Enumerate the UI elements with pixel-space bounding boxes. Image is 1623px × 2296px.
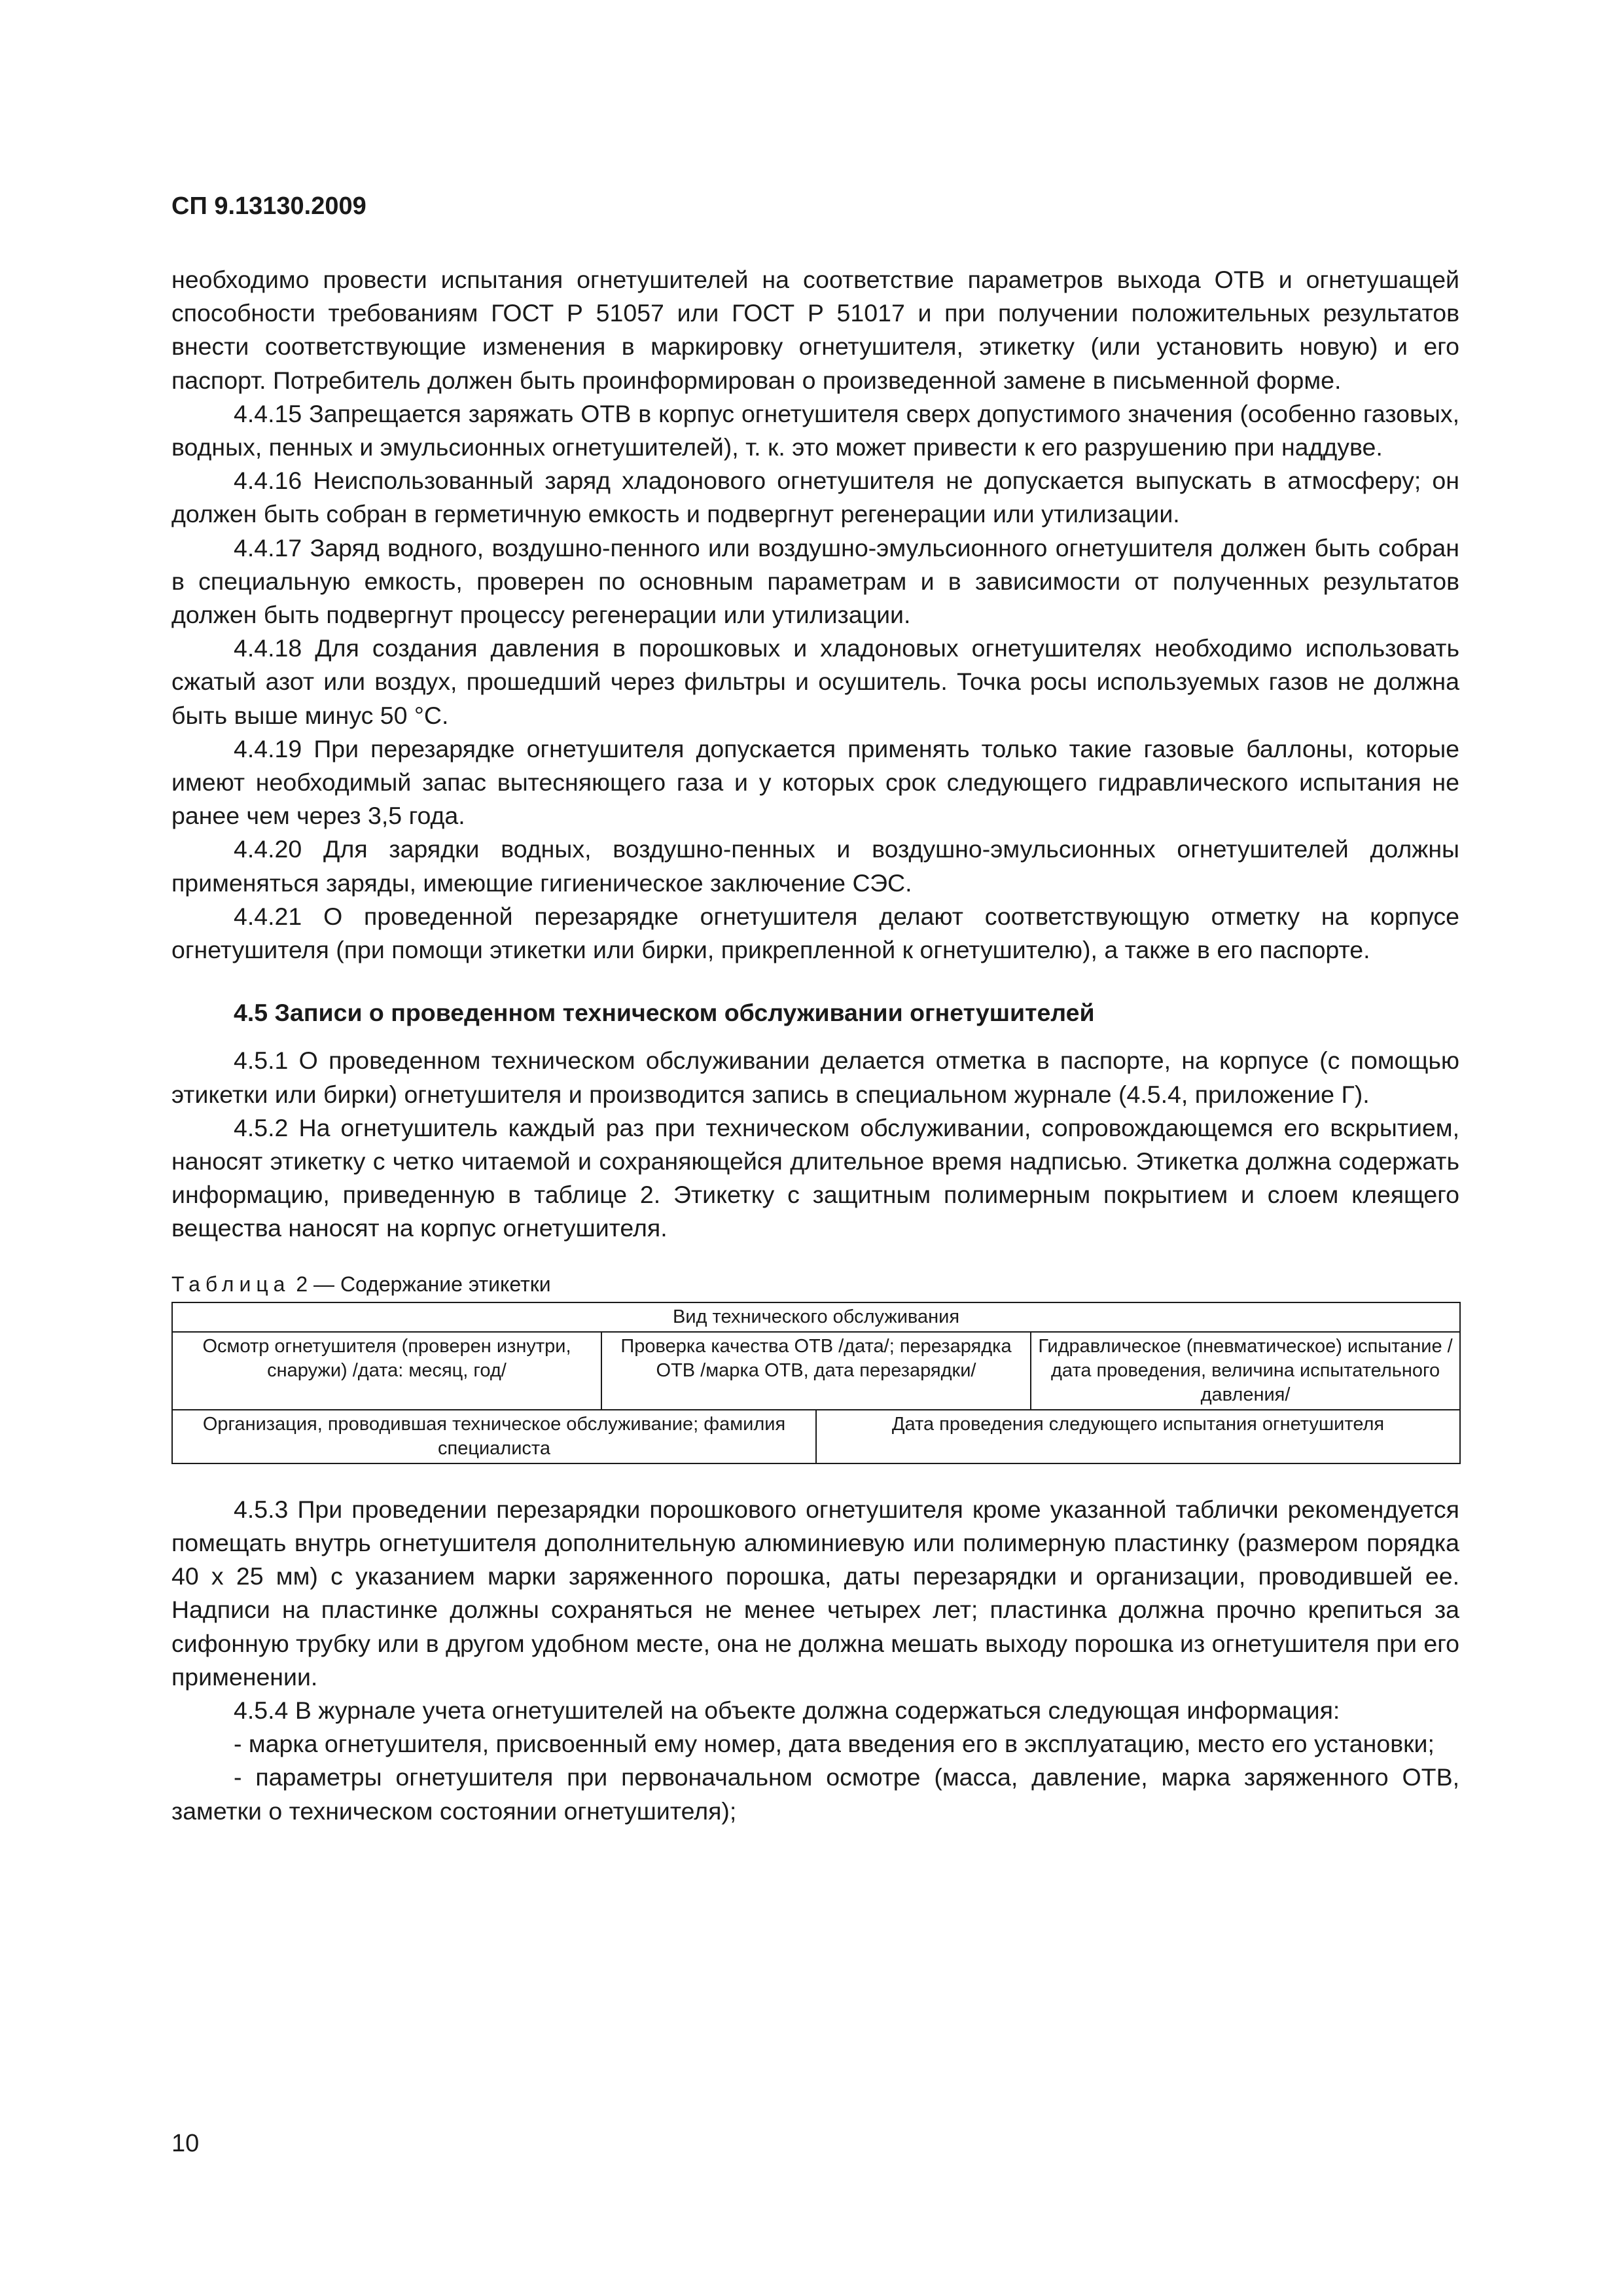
table-cell-hydraulic-test: Гидравлическое (пневматическое) испытание /дата проведения, величина испытательного давления/: [1031, 1332, 1460, 1410]
paragraph-4-4-18: 4.4.18 Для создания давления в порошковых и хладоновых огнетушителях необходимо использовать сжатый азот или воздух, прошедший через фильтры и осушитель. Точка росы используемых газов не должна быть выше минус 50 °С.: [171, 634, 1459, 729]
paragraph-4-5-3: 4.5.3 При проведении перезарядки порошкового огнетушителя кроме указанной таблички рекомендуется помещать внутрь огнетушителя дополнительную алюминиевую или полимерную пластинку (размером порядка 40 х 25 мм) с указанием марки заряженного порошка, даты перезарядки и организации, проводившей ее. Надписи на пластинке должны сохраняться не менее четырех лет; пластинка должна прочно крепиться за сифонную трубку или в другом удобном месте, она не должна мешать выходу порошка из огнетушителя при его применении.: [171, 1495, 1459, 1691]
table-cell-organization: Организация, проводившая техническое обслуживание; фамилия специалиста: [172, 1410, 816, 1463]
table-caption-title: 2 — Содержание этикетки: [290, 1272, 551, 1296]
list-item-2: - параметры огнетушителя при первоначальном осмотре (масса, давление, марка заряженного ОТВ, заметки о техническом состоянии огнетушителя);: [171, 1763, 1459, 1825]
body-text-top: [171, 263, 1459, 1828]
page-number: 10: [171, 2130, 200, 2157]
paragraph-4-4-21: 4.4.21 О проведенной перезарядке огнетушителя делают соответствующую отметку на корпусе огнетушителя (при помощи этикетки или бирки, прикрепленной к огнетушителю), а также в его паспорте.: [171, 902, 1459, 964]
table-caption: [171, 1270, 1459, 1298]
label-contents-table: [171, 1302, 1461, 1464]
table-cell-quality-check: Проверка качества ОТВ /дата/; перезарядка ОТВ /марка ОТВ, дата перезарядки/: [601, 1332, 1031, 1410]
section-heading-4-5: 4.5 Записи о проведенном техническом обслуживании огнетушителей: [234, 999, 1095, 1027]
paragraph-4-4-19: 4.4.19 При перезарядке огнетушителя допускается применять только такие газовые баллоны, которые имеют необходимый запас вытесняющего газа и у которых срок следующего гидравлического испытания не ранее чем через 3,5 года.: [171, 734, 1459, 830]
table-caption-word: Таблица: [171, 1272, 291, 1296]
table-header-cell: Вид технического обслуживания: [172, 1302, 1460, 1332]
paragraph-continuation: необходимо провести испытания огнетушителей на соответствие параметров выхода ОТВ и огнетушащей способности требованиям ГОСТ Р 51057 или ГОСТ Р 51017 и при получении положительных результатов внести соответствующие изменения в маркировку огнетушителя, этикетку (или установить новую) и его паспорт. Потребитель должен быть проинформирован о произведенной замене в письменной форме.: [171, 266, 1459, 394]
table-cell-next-test-date: Дата проведения следующего испытания огнетушителя: [816, 1410, 1460, 1463]
table-cell-inspection: Осмотр огнетушителя (проверен изнутри, снаружи) /дата: месяц, год/: [172, 1332, 601, 1410]
paragraph-4-5-2: 4.5.2 На огнетушитель каждый раз при техническом обслуживании, сопровождающемся его вскрытием, наносят этикетку с четко читаемой и сохраняющейся длительное время надписью. Этикетка должна содержать информацию, приведенную в таблице 2. Этикетку с защитным полимерным покрытием и слоем клеящего вещества наносят на корпус огнетушителя.: [171, 1113, 1459, 1242]
paragraph-4-4-15: 4.4.15 Запрещается заряжать ОТВ в корпус огнетушителя сверх допустимого значения (особенно газовых, водных, пенных и эмульсионных огнетушителей), т. к. это может привести к его разрушению при наддуве.: [171, 399, 1459, 461]
paragraph-4-5-4: 4.5.4 В журнале учета огнетушителей на объекте должна содержаться следующая информация:: [234, 1696, 1340, 1724]
paragraph-4-4-16: 4.4.16 Неиспользованный заряд хладонового огнетушителя не допускается выпускать в атмосферу; он должен быть собран в герметичную емкость и подвергнут регенерации или утилизации.: [171, 467, 1459, 528]
paragraph-4-5-1: 4.5.1 О проведенном техническом обслуживании делается отметка в паспорте, на корпусе (с помощью этикетки или бирки) огнетушителя и производится запись в специальном журнале (4.5.4, приложение Г).: [171, 1047, 1459, 1108]
paragraph-4-4-17: 4.4.17 Заряд водного, воздушно-пенного или воздушно-эмульсионного огнетушителя должен быть собран в специальную емкость, проверен по основным параметрам и в зависимости от полученных результатов должен быть подвергнут процессу регенерации или утилизации.: [171, 533, 1459, 629]
document-code: СП 9.13130.2009: [171, 192, 366, 220]
list-item-1: - марка огнетушителя, присвоенный ему номер, дата введения его в эксплуатацию, место его установки;: [234, 1730, 1435, 1758]
paragraph-4-4-20: 4.4.20 Для зарядки водных, воздушно-пенных и воздушно-эмульсионных огнетушителей должны применяться заряды, имеющие гигиеническое заключение СЭС.: [171, 835, 1459, 897]
